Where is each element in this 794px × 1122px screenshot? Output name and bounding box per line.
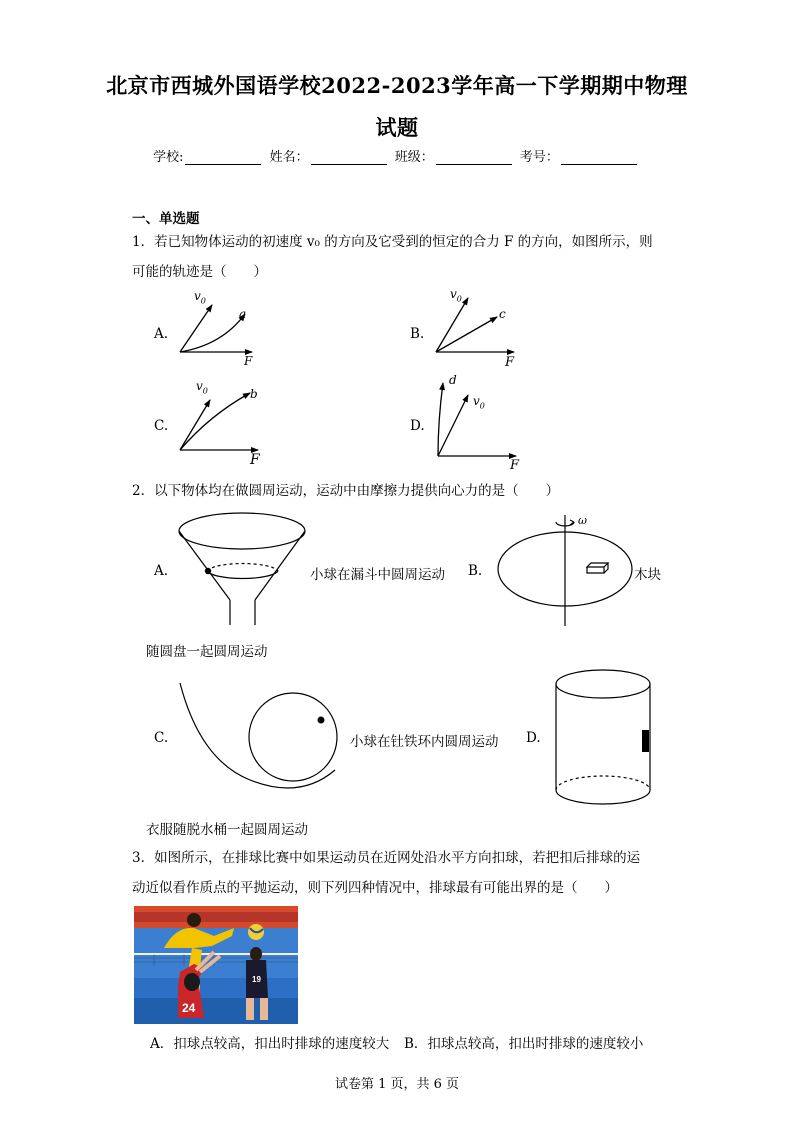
class-label: 班级：: [394, 150, 434, 165]
page-title-line2: 试题: [375, 115, 419, 140]
v0-label: $v_0$: [194, 289, 206, 306]
jersey-number: 24: [182, 1001, 196, 1015]
q2-option-c-text: 小球在钍铁环内圆周运动: [350, 734, 499, 750]
q2-ring-diagram: [180, 683, 337, 788]
page-footer: 试卷第 1 页，共 6 页: [334, 1077, 460, 1092]
label-f: F: [505, 355, 515, 370]
ball: [205, 568, 211, 574]
v0-arrow: [180, 305, 212, 352]
label-b: b: [250, 387, 258, 401]
volleyball-photo: [134, 906, 298, 1024]
drum-bottom-front: [556, 790, 650, 804]
number-label: 考号：: [519, 150, 559, 165]
q2-option-a-text: 小球在漏斗中圆周运动: [310, 567, 445, 583]
v0-arrow: [436, 298, 468, 352]
q2-option-b-text-cont: 随圆盘一起圆周运动: [146, 644, 268, 660]
jersey-number: 19: [252, 975, 261, 984]
label-f: F: [250, 452, 260, 468]
v0-label: $v_0$: [473, 394, 485, 411]
q3-stem-line1: 3．如图所示，在排球比赛中如果运动员在近网处沿水平方向扣球，若把扣后排球的运: [132, 850, 641, 866]
q2-option-b[interactable]: B.: [468, 563, 483, 579]
q3-option-a[interactable]: A．扣球点较高，扣出时排球的速度较大: [150, 1036, 390, 1052]
q2-disk-diagram: [498, 515, 632, 626]
label-c: c: [499, 307, 506, 321]
omega-label: ω: [578, 514, 587, 527]
q3-stem-line2: 动近似看作质点的平抛运动，则下列四种情况中，排球最有可能出界的是（ ）: [132, 880, 618, 896]
iron-ring: [249, 693, 337, 781]
drum-bottom-back: [556, 776, 650, 790]
q1-diagram-c: [180, 393, 258, 450]
q1-option-a[interactable]: A.: [154, 326, 169, 342]
clothes: [642, 730, 649, 752]
q2-option-c[interactable]: C.: [154, 730, 169, 746]
funnel-spout: [230, 600, 255, 625]
trajectory-a: [180, 314, 245, 352]
q2-option-b-text: 木块: [634, 567, 661, 583]
ball-orbit-back: [207, 563, 278, 571]
ball-orbit-front: [207, 571, 278, 579]
funnel-walls: [179, 531, 305, 600]
drum-top: [556, 670, 650, 698]
section-heading: 一、单选题: [132, 211, 200, 227]
label-f: F: [510, 458, 520, 473]
label-f: F: [244, 354, 253, 368]
q2-drum-diagram: [556, 670, 650, 804]
q3-option-b[interactable]: B．扣球点较高，扣出时排球的速度较小: [404, 1036, 644, 1052]
v0-arrow: [438, 395, 468, 456]
track-curve: [180, 683, 335, 788]
trajectory-c: [436, 317, 497, 352]
wooden-block: [587, 563, 608, 573]
q1-option-c[interactable]: C.: [154, 418, 169, 434]
page-title: 北京市西城外国语学校2022-2023学年高一下学期期中物理: [106, 73, 688, 98]
label-d: d: [449, 373, 457, 387]
trajectory-b: [180, 393, 250, 450]
ball: [318, 717, 325, 724]
q2-option-d-text: 衣服随脱水桶一起圆周运动: [146, 822, 308, 838]
q2-option-d[interactable]: D.: [526, 730, 541, 746]
q1-stem-line1: 1．若已知物体运动的初速度 v₀ 的方向及它受到的恒定的合力 F 的方向，如图所示，则: [132, 234, 653, 250]
v0-label: $v_0$: [450, 287, 462, 304]
name-label: 姓名：: [269, 150, 309, 165]
funnel-rim: [179, 513, 305, 549]
q1-option-b[interactable]: B.: [410, 326, 425, 342]
school-label: 学校:: [153, 150, 184, 165]
trajectory-d: [438, 383, 443, 456]
q2-option-a[interactable]: A.: [154, 563, 169, 579]
q2-funnel-diagram: [179, 513, 305, 625]
q2-stem: 2．以下物体均在做圆周运动，运动中由摩擦力提供向心力的是（ ）: [132, 483, 560, 499]
label-a: a: [239, 307, 247, 321]
q1-option-d[interactable]: D.: [410, 418, 425, 434]
v0-label: $v_0$: [196, 379, 208, 396]
q1-stem-line2: 可能的轨迹是（ ）: [132, 264, 267, 280]
